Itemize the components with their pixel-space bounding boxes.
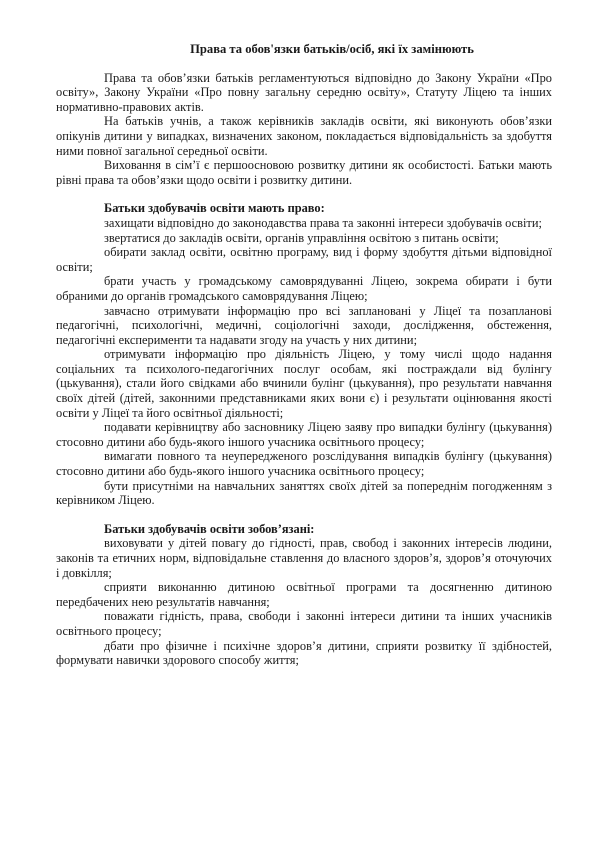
rights-item: захищати відповідно до законодавства права та законні інтереси здобувачів освіти; (104, 215, 542, 230)
duties-item: поважати гідність, права, свободи і законні інтереси дитини та інших учасників освітнього процесу; (56, 609, 552, 638)
rights-item: завчасно отримувати інформацію про всі заплановані у Ліцеї та позапланові педагогічні, психологічні, медичні, соціологічні заходи, дослідження, обстеження, педагогічні експерименти та надавати згоду на участь у них дитини; (56, 303, 552, 347)
spacer (56, 508, 552, 522)
rights-item: звертатися до закладів освіти, органів управління освітою з питань освіти; (104, 230, 499, 245)
intro-paragraph-1: Права та обов’язки батьків регламентуються відповідно до Закону України «Про освіту», Закону України «Про повну загальну середню освіту», Статуту Ліцею та інших нормативно-правових актів. (56, 70, 552, 114)
rights-item: бути присутніми на навчальних заняттях своїх дітей за попереднім погодженням з керівником Ліцею. (56, 478, 552, 508)
duties-item: сприяти виконанню дитиною освітньої програми та досягненню дитиною передбачених нею результатів навчання; (56, 580, 552, 609)
duties-item: виховувати у дітей повагу до гідності, прав, свобод і законних інтересів людини, законів та етичних норм, відповідальне ставлення до власного здоров’я, здоров’я оточуючих і довкілля; (56, 536, 552, 580)
rights-item: подавати керівництву або засновнику Ліцею заяву про випадки булінгу (цькування) стосовно дитини або будь-якого іншого учасника освітнього процесу; (56, 420, 552, 449)
duties-item: дбати про фізичне і психічне здоров’я дитини, сприяти розвитку її здібностей, формувати навички здорового способу життя; (56, 638, 552, 668)
intro-paragraph-3: Виховання в сім’ї є першоосновою розвитку дитини як особистості. Батьки мають рівні права та обов’язки щодо освіти і розвитку дитини. (56, 158, 552, 187)
spacer (56, 187, 552, 201)
duties-heading: Батьки здобувачів освіти зобов’язані: (104, 521, 315, 536)
rights-item: отримувати інформацію про діяльність Ліцею, у тому числі щодо надання соціальних та психолого-педагогічних послуг особам, які постраждали від булінгу (цькування), стали його свідками або вчинили булінг (цькування), про результати навчання своїх дітей (дітей, законними представниками яких вони є) і результати оцінювання якості освіти у Ліцеї та його освітньої діяльності; (56, 347, 552, 420)
rights-item: вимагати повного та неупередженого розслідування випадків булінгу (цькування) стосовно дитини або будь-якого іншого учасника освітнього процесу; (56, 449, 552, 479)
page-title: Права та обов'язки батьків/осіб, які їх замінюють (190, 42, 474, 56)
rights-item: обирати заклад освіти, освітню програму, вид і форму здобуття дітьми відповідної освіти; (56, 245, 552, 274)
document-content (56, 42, 552, 668)
rights-item: брати участь у громадському самоврядуванні Ліцею, зокрема обирати і бути обраними до органів громадського самоврядування Ліцею; (56, 274, 552, 303)
intro-paragraph-2: На батьків учнів, а також керівників закладів освіти, які виконують обов’язки опікунів дитини у випадках, визначених законом, покладається відповідальність за здобуття ними повної загальної середньої освіти. (56, 114, 552, 158)
rights-heading: Батьки здобувачів освіти мають право: (104, 201, 325, 216)
